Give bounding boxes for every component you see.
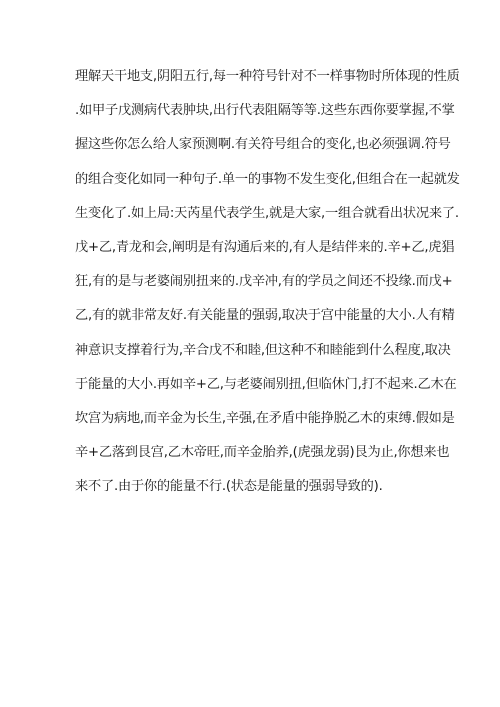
text-line-1: 理解天干地支,阴阳五行,每一种符号针对不一样事物时所体现的性质 [75,69,460,84]
text-line-5: 生变化了.如上局:天芮星代表学生,就是大家,一组合就看出状况来了. [75,205,459,221]
text-line-11: 坎宫为病地,而辛金为长生,辛强,在矛盾中能挣脱乙木的束缚.假如是 [75,410,455,426]
text-line-8: 乙,有的就非常友好.有关能量的强弱,取决于宫中能量的大小.人有精 [75,308,455,324]
text-line-4: 的组合变化如同一种句子.单一的事物不发生变化,但组合在一起就发 [75,171,460,187]
text-line-10: 于能量的大小.再如辛+乙,与老婆闹别扭,但临休门,打不起来.乙木在 [75,376,457,392]
text-line-9: 神意识支撑着行为,辛合戊不和睦,但这种不和睦能到什么程度,取决 [75,342,451,358]
body-text [75,60,460,504]
text-line-2: .如甲子戊测病代表肿块,出行代表阻隔等等.这些东西你要掌握,不掌 [75,103,455,119]
text-line-3: 握这些你怎么给人家预测啊.有关符号组合的变化,也必须强调.符号 [75,137,451,153]
text-line-7: 狂,有的是与老婆闹别扭来的.戊辛冲,有的学员之间还不投缘.而戊+ [75,274,453,290]
text-line-12: 辛+乙落到艮宫,乙木帝旺,而辛金胎养,(虎强龙弱)艮为止,你想来也 [75,445,450,461]
text-line-13: 来不了.由于你的能量不行.(状态是能量的强弱导致的). [75,479,383,495]
text-line-6: 戊+乙,青龙和会,阐明是有沟通后来的,有人是结伴来的.辛+乙,虎猖 [75,239,455,255]
